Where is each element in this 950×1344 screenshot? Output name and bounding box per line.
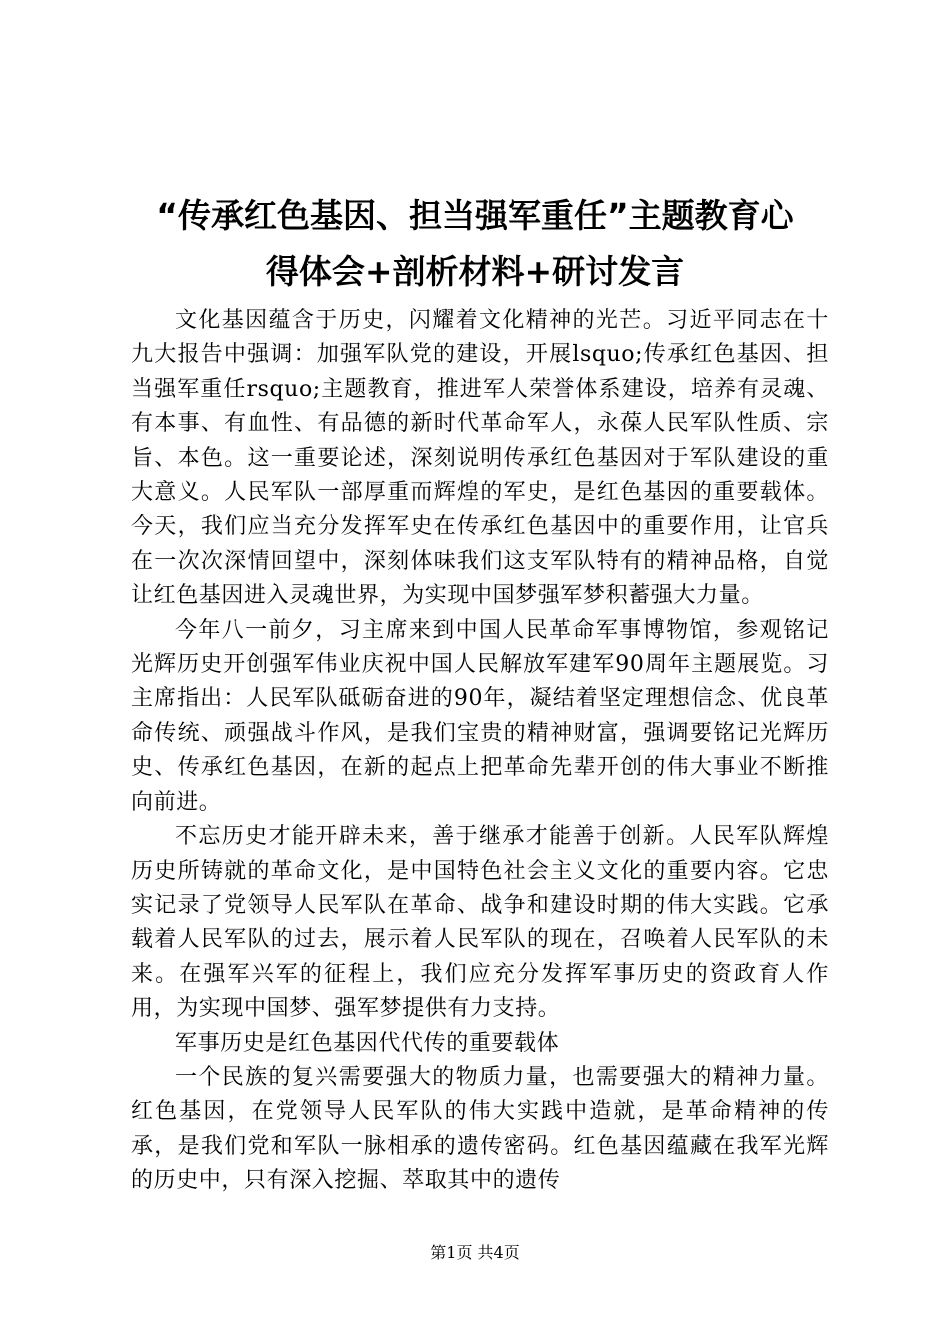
paragraph: 文化基因蕴含于历史，闪耀着文化精神的光芒。习近平同志在十九大报告中强调：加强军队党的建设，开展lsquo;传承红色基因、担当强军重任rsquo;主题教育，推进军人荣誉体系建设，培养有灵魂、有本事、有血性、有品德的新时代革命军人，永葆人民军队性质、宗旨、本色。这一重要论述，深刻说明传承红色基因对于军队建设的重大意义。人民军队一部厚重而辉煌的军史，是红色基因的重要载体。今天，我们应当充分发挥军史在传承红色基因中的重要作用，让官兵在一次次深情回望中，深刻体味我们这支军队特有的精神品格，自觉让红色基因进入灵魂世界，为实现中国梦强军梦积蓄强大力量。 <box>131 308 829 609</box>
paragraph: 今年八一前夕，习主席来到中国人民革命军事博物馆，参观铭记光辉历史开创强军伟业庆祝中国人民解放军建军90周年主题展览。习主席指出：人民军队砥砺奋进的90年，凝结着坚定理想信念、优良革命传统、顽强战斗作风，是我们宝贵的精神财富，强调要铭记光辉历史、传承红色基因，在新的起点上把革命先辈开创的伟大事业不断推向前进。 <box>131 617 829 815</box>
section-heading: 军事历史是红色基因代代传的重要载体 <box>175 1030 560 1056</box>
title-line-1: “传承红色基因、担当强军重任”主题教育心 <box>156 196 794 235</box>
paragraph: 一个民族的复兴需要强大的物质力量，也需要强大的精神力量。红色基因，在党领导人民军队的伟大实践中造就，是革命精神的传承，是我们党和军队一脉相承的遗传密码。红色基因蕴藏在我军光辉的历史中，只有深入挖掘、萃取其中的遗传 <box>131 1064 829 1194</box>
page-footer: 第1页 共4页 <box>430 1243 520 1262</box>
document-title <box>110 188 840 300</box>
paragraph: 不忘历史才能开辟未来，善于继承才能善于创新。人民军队辉煌历史所铸就的革命文化，是中国特色社会主义文化的重要内容。它忠实记录了党领导人民军队在革命、战争和建设时期的伟大实践。它承载着人民军队的过去，展示着人民军队的现在，召唤着人民军队的未来。在强军兴军的征程上，我们应充分发挥军事历史的资政育人作用，为实现中国梦、强军梦提供有力支持。 <box>131 824 829 1022</box>
title-line-2: 得体会+剖析材料+研讨发言 <box>265 252 685 291</box>
document-body <box>131 304 829 1199</box>
